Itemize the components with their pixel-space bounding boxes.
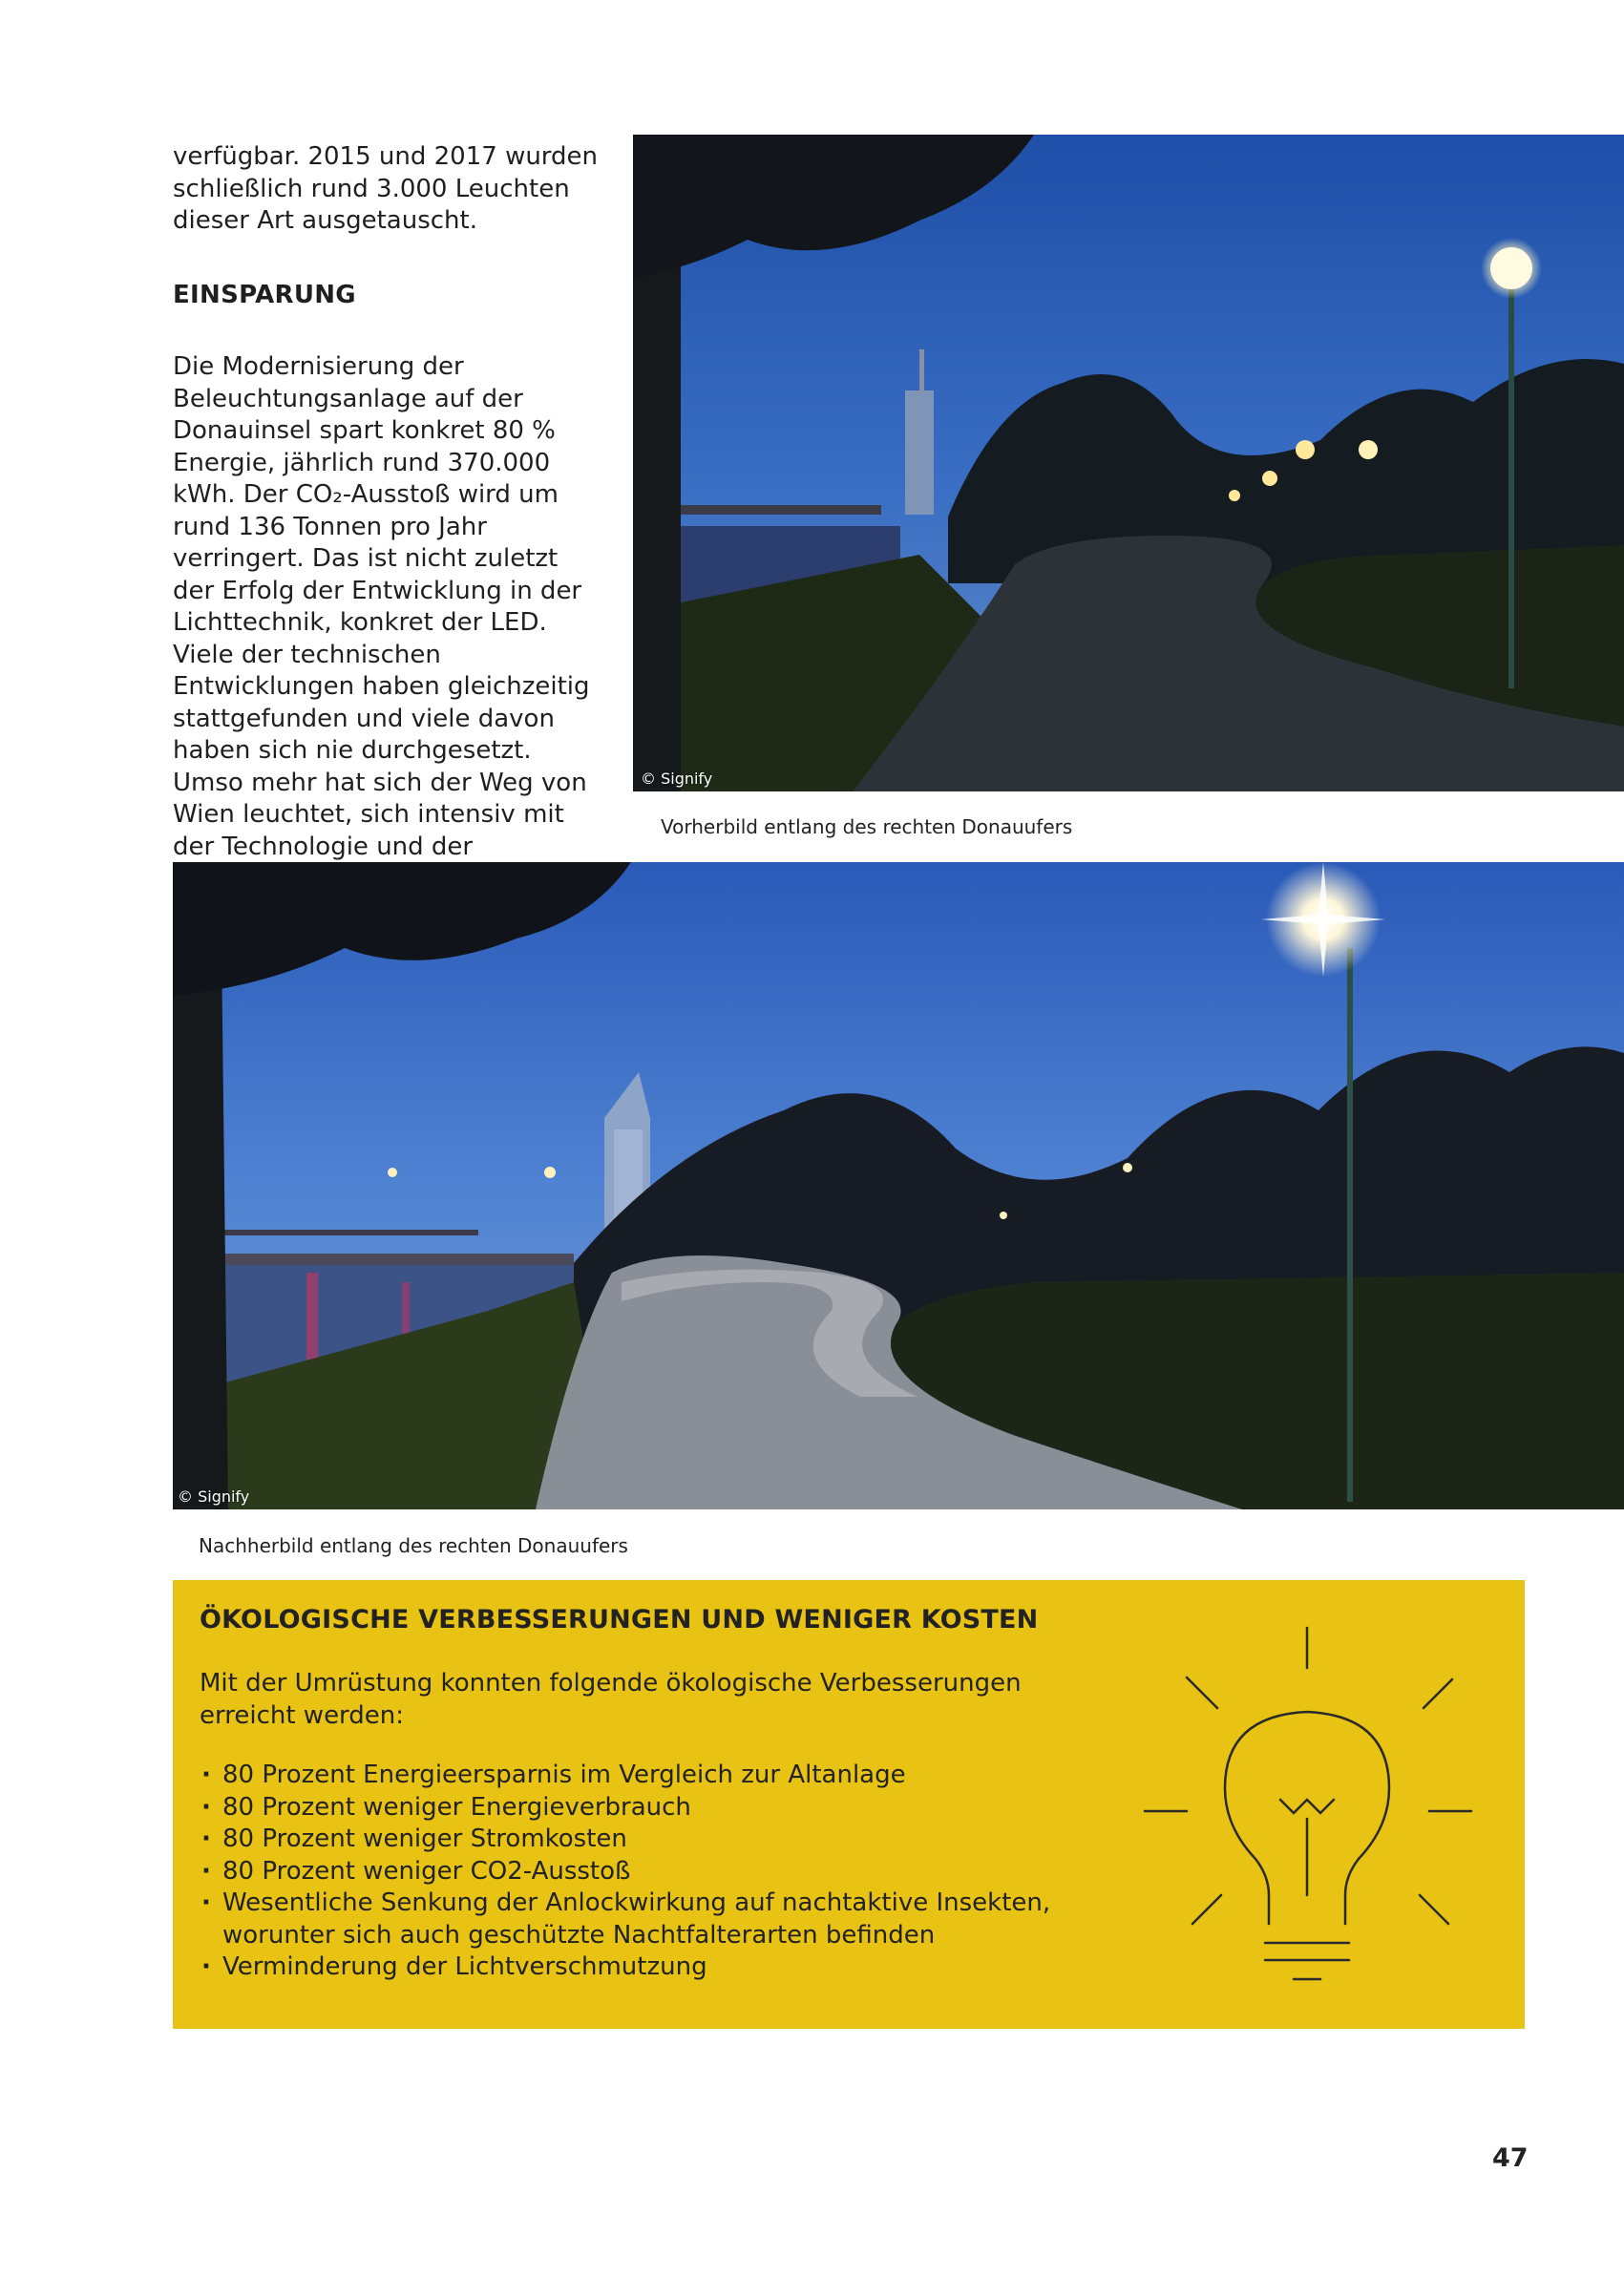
body-text-column (173, 141, 602, 927)
list-item: · Wesentliche Senkung der Anlockwirkung auf nachtaktive Insekten, worunter sich auch geschützte Nachtfalterarten befinden (200, 1888, 1107, 1951)
list-item: · 80 Prozent weniger CO2-Ausstoß (200, 1856, 1107, 1888)
lightbulb-icon (1137, 1609, 1500, 1991)
info-box-intro: Mit der Umrüstung konnten folgende ökologische Verbesserungen erreicht werden: (200, 1669, 1022, 1730)
list-item: · 80 Prozent weniger Stromkosten (200, 1824, 1107, 1856)
before-photo-illustration (633, 135, 1624, 791)
improvements-list (200, 1760, 1107, 1984)
after-photo-credit: © Signify (178, 1487, 250, 1506)
before-photo-caption: Vorherbild entlang des rechten Donauufers (661, 815, 1073, 838)
before-photo-credit: © Signify (641, 770, 713, 788)
after-photo (173, 862, 1624, 1509)
info-box-title: ÖKOLOGISCHE VERBESSERUNGEN UND WENIGER KOSTEN (200, 1605, 1039, 1635)
after-photo-caption: Nachherbild entlang des rechten Donauufers (199, 1534, 628, 1557)
section-heading: EINSPARUNG (173, 280, 356, 309)
intro-paragraph: verfügbar. 2015 und 2017 wurden schließlich rund 3.000 Leuchten dieser Art ausgetauscht. (173, 142, 599, 235)
list-item: · 80 Prozent weniger Energieverbrauch (200, 1792, 1107, 1825)
savings-paragraph: Die Modernisierung der Beleuchtungsanlage auf der Donauinsel spart konkret 80 % Energie, jährlich rund 370.000 kWh. Der CO₂-Ausstoß wird um rund 136 Tonnen pro Jahr verringert. Das ist nicht zuletzt der Erfolg der Entwicklung in der Lichttechnik, konkret der LED. Viele der technischen Entwicklungen haben gleichzeitig stattgefunden und viele davon haben sich nie durchgesetzt. Umso mehr hat sich der Weg von Wien leuchtet, sich intensiv mit der Technologie und der (173, 352, 590, 861)
info-box (173, 1580, 1525, 2029)
before-photo (633, 135, 1624, 791)
after-photo-illustration (173, 862, 1624, 1509)
list-item: · 80 Prozent Energieersparnis im Vergleich zur Altanlage (200, 1760, 1107, 1792)
page-number: 47 (1492, 2143, 1529, 2173)
list-item: · Verminderung der Lichtverschmutzung (200, 1951, 1107, 1984)
